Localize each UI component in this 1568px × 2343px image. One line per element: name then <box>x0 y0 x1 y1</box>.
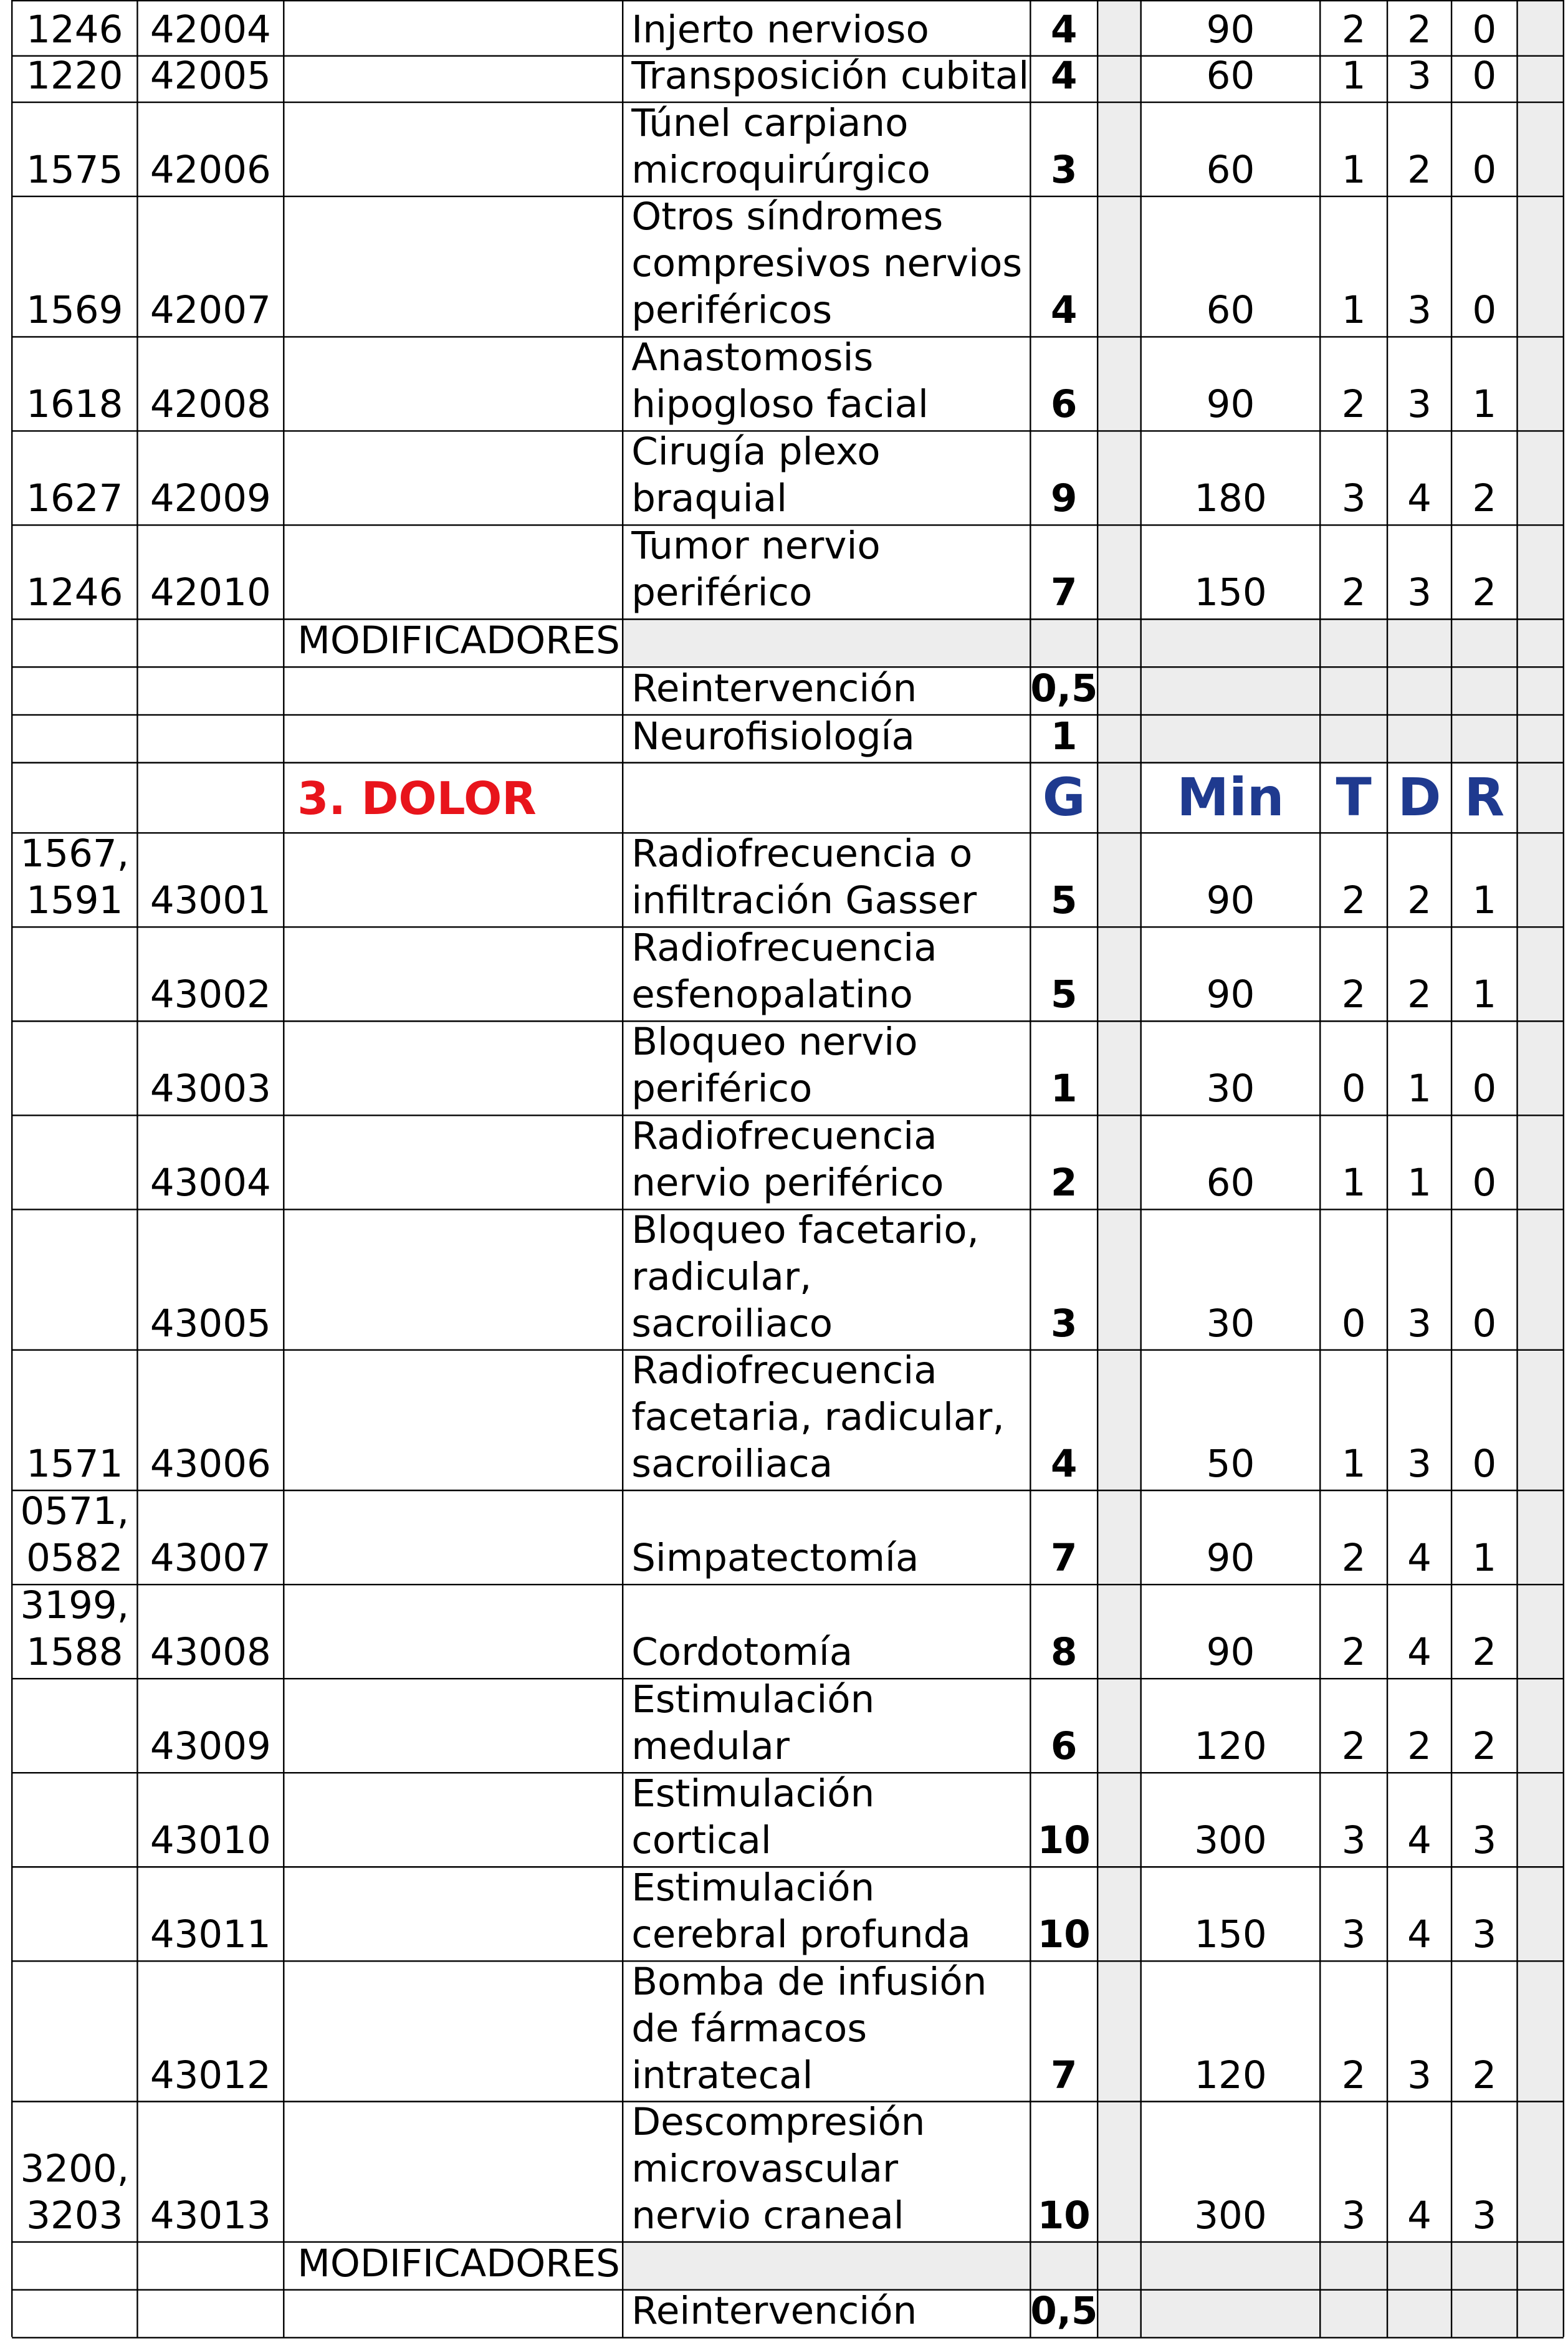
min-value: 180 <box>1194 476 1267 521</box>
d-value: 1 <box>1407 1066 1432 1111</box>
modifier-g-value: 0,5 <box>1030 666 1098 711</box>
procedure-description: Radiofrecuencia facetaria, radicular, sacroiliaca <box>631 1348 1005 1487</box>
procedure-code: 43007 <box>150 1536 271 1581</box>
procedure-description: Estimulación cortical <box>631 1771 875 1863</box>
d-value: 2 <box>1407 148 1432 193</box>
procedure-description: Transposición cubital <box>631 54 1030 98</box>
ref-code: 1220 <box>26 54 123 98</box>
d-value: 3 <box>1407 1301 1432 1346</box>
procedure-description: Bloqueo nervio periférico <box>631 1020 918 1111</box>
r-value: 2 <box>1472 570 1497 615</box>
g-value: 1 <box>1051 1066 1078 1111</box>
g-value: 4 <box>1051 54 1078 98</box>
r-value: 0 <box>1472 1161 1497 1205</box>
ref-code: 1569 <box>26 288 123 333</box>
d-value: 2 <box>1407 878 1432 923</box>
shaded-modifier-cells <box>1097 666 1517 714</box>
procedure-description: Injerto nervioso <box>631 7 929 52</box>
t-value: 2 <box>1341 570 1366 615</box>
procedure-description: Bomba de infusión de fármacos intratecal <box>631 1959 987 2097</box>
header-g: G <box>1042 767 1086 828</box>
r-value: 2 <box>1472 1724 1497 1769</box>
procedure-description: Bloqueo facetario, radicular, sacroiliaco <box>631 1207 979 1346</box>
procedure-description: Otros síndromes compresivos nervios periféricos <box>631 194 1023 333</box>
d-value: 4 <box>1407 1630 1432 1675</box>
procedure-code: 43004 <box>150 1161 271 1205</box>
t-value: 3 <box>1341 476 1366 521</box>
procedure-code: 43012 <box>150 2053 271 2097</box>
procedure-description: Radiofrecuencia o infiltración Gasser <box>631 831 977 923</box>
d-value: 3 <box>1407 1442 1432 1487</box>
d-value: 2 <box>1407 972 1432 1017</box>
d-value: 3 <box>1407 54 1432 98</box>
procedure-description: Anastomosis hipogloso facial <box>631 335 929 427</box>
r-value: 1 <box>1472 972 1497 1017</box>
min-value: 150 <box>1194 1912 1267 1957</box>
t-value: 0 <box>1341 1066 1366 1111</box>
shaded-right-column <box>1518 0 1564 2337</box>
ref-code: 3200, 3203 <box>20 2146 130 2238</box>
g-value: 5 <box>1051 878 1078 923</box>
procedure-code: 43011 <box>150 1912 271 1957</box>
procedure-code: 43002 <box>150 972 271 1017</box>
procedure-description: Túnel carpiano microquirúrgico <box>631 101 930 193</box>
procedure-description: Simpatectomía <box>631 1536 919 1581</box>
modifiers-header: MODIFICADORES <box>297 618 620 663</box>
ref-code: 1567, 1591 <box>20 831 130 923</box>
r-value: 2 <box>1472 2053 1497 2097</box>
t-value: 2 <box>1341 7 1366 52</box>
r-value: 0 <box>1472 148 1497 193</box>
g-value: 8 <box>1051 1630 1078 1675</box>
min-value: 90 <box>1206 382 1255 427</box>
d-value: 4 <box>1407 1912 1432 1957</box>
procedure-description: Radiofrecuencia esfenopalatino <box>631 926 937 1017</box>
d-value: 4 <box>1407 1536 1432 1581</box>
procedure-description: Estimulación medular <box>631 1677 875 1769</box>
g-value: 9 <box>1051 476 1078 521</box>
min-value: 150 <box>1194 570 1267 615</box>
shaded-modifier-cells <box>1097 2289 1517 2337</box>
shaded-modifier-cells <box>623 2241 1517 2289</box>
g-value: 5 <box>1051 972 1078 1017</box>
procedure-description: Radiofrecuencia nervio periférico <box>631 1114 944 1205</box>
procedure-code: 42007 <box>150 288 271 333</box>
procedure-description: Cirugía plexo braquial <box>631 429 881 521</box>
ref-code: 1618 <box>26 382 123 427</box>
procedure-code: 43001 <box>150 878 271 923</box>
t-value: 2 <box>1341 972 1366 1017</box>
d-value: 2 <box>1407 1724 1432 1769</box>
t-value: 1 <box>1341 54 1366 98</box>
t-value: 2 <box>1341 382 1366 427</box>
t-value: 1 <box>1341 1161 1366 1205</box>
r-value: 3 <box>1472 1912 1497 1957</box>
procedure-code: 43003 <box>150 1066 271 1111</box>
d-value: 3 <box>1407 2053 1432 2097</box>
min-value: 90 <box>1206 7 1255 52</box>
t-value: 1 <box>1341 148 1366 193</box>
min-value: 60 <box>1206 1161 1255 1205</box>
g-value: 6 <box>1051 1724 1078 1769</box>
r-value: 3 <box>1472 1818 1497 1863</box>
g-value: 2 <box>1051 1161 1078 1205</box>
r-value: 0 <box>1472 1066 1497 1111</box>
modifier-g-value: 0,5 <box>1030 2289 1098 2334</box>
g-value: 4 <box>1051 1442 1078 1487</box>
r-value: 1 <box>1472 1536 1497 1581</box>
header-r: R <box>1464 767 1505 828</box>
ref-code: 1246 <box>26 570 123 615</box>
procedure-code: 42008 <box>150 382 271 427</box>
procedure-code: 42004 <box>150 7 271 52</box>
procedure-description: Cordotomía <box>631 1630 853 1675</box>
min-value: 60 <box>1206 288 1255 333</box>
ref-code: 1571 <box>26 1442 123 1487</box>
procedure-code: 43008 <box>150 1630 271 1675</box>
min-value: 120 <box>1194 1724 1267 1769</box>
d-value: 3 <box>1407 288 1432 333</box>
g-value: 4 <box>1051 288 1078 333</box>
t-value: 2 <box>1341 2053 1366 2097</box>
procedure-code: 43005 <box>150 1301 271 1346</box>
ref-code: 3199, 1588 <box>20 1583 130 1675</box>
g-value: 7 <box>1051 1536 1078 1581</box>
r-value: 1 <box>1472 382 1497 427</box>
modifiers-header: MODIFICADORES <box>297 2241 620 2286</box>
min-value: 90 <box>1206 972 1255 1017</box>
g-value: 10 <box>1037 1818 1091 1863</box>
d-value: 2 <box>1407 7 1432 52</box>
g-value: 3 <box>1051 148 1078 193</box>
t-value: 2 <box>1341 1536 1366 1581</box>
min-value: 60 <box>1206 54 1255 98</box>
t-value: 3 <box>1341 1818 1366 1863</box>
procedure-code: 43013 <box>150 2193 271 2238</box>
procedure-description: Estimulación cerebral profunda <box>631 1866 971 1957</box>
d-value: 1 <box>1407 1161 1432 1205</box>
modifier-description: Neurofisiología <box>631 714 915 759</box>
header-t: T <box>1336 767 1372 828</box>
g-value: 4 <box>1051 7 1078 52</box>
procedure-description: Descompresión microvascular nervio craneal <box>631 2099 925 2238</box>
min-value: 90 <box>1206 878 1255 923</box>
r-value: 0 <box>1472 1442 1497 1487</box>
r-value: 0 <box>1472 54 1497 98</box>
g-value: 7 <box>1051 2053 1078 2097</box>
r-value: 0 <box>1472 1301 1497 1346</box>
ref-code: 1246 <box>26 7 123 52</box>
min-value: 120 <box>1194 2053 1267 2097</box>
modifier-g-value: 1 <box>1051 714 1078 759</box>
min-value: 300 <box>1194 1818 1267 1863</box>
section-title: 3. DOLOR <box>297 772 537 825</box>
d-value: 3 <box>1407 382 1432 427</box>
procedure-code: 43006 <box>150 1442 271 1487</box>
t-value: 2 <box>1341 1724 1366 1769</box>
r-value: 1 <box>1472 878 1497 923</box>
d-value: 3 <box>1407 570 1432 615</box>
g-value: 6 <box>1051 382 1078 427</box>
t-value: 3 <box>1341 1912 1366 1957</box>
min-value: 90 <box>1206 1630 1255 1675</box>
g-value: 10 <box>1037 2193 1091 2238</box>
r-value: 2 <box>1472 476 1497 521</box>
d-value: 4 <box>1407 476 1432 521</box>
header-min: Min <box>1177 767 1284 828</box>
t-value: 2 <box>1341 1630 1366 1675</box>
t-value: 1 <box>1341 288 1366 333</box>
r-value: 0 <box>1472 288 1497 333</box>
shaded-spacer-column <box>1097 0 1140 2337</box>
procedure-code: 42005 <box>150 54 271 98</box>
g-value: 3 <box>1051 1301 1078 1346</box>
modifier-description: Reintervención <box>631 666 917 711</box>
min-value: 30 <box>1206 1301 1255 1346</box>
procedure-code: 43009 <box>150 1724 271 1769</box>
shaded-modifier-cells <box>623 618 1517 666</box>
t-value: 2 <box>1341 878 1366 923</box>
min-value: 300 <box>1194 2193 1267 2238</box>
g-value: 10 <box>1037 1912 1091 1957</box>
t-value: 0 <box>1341 1301 1366 1346</box>
header-d: D <box>1397 767 1441 828</box>
min-value: 30 <box>1206 1066 1255 1111</box>
procedure-code: 43010 <box>150 1818 271 1863</box>
shaded-modifier-cells <box>1097 714 1517 762</box>
procedure-code: 42009 <box>150 476 271 521</box>
ref-code: 1627 <box>26 476 123 521</box>
r-value: 2 <box>1472 1630 1497 1675</box>
procedure-code: 42010 <box>150 570 271 615</box>
min-value: 60 <box>1206 148 1255 193</box>
procedure-code: 42006 <box>150 148 271 193</box>
r-value: 0 <box>1472 7 1497 52</box>
t-value: 1 <box>1341 1442 1366 1487</box>
d-value: 4 <box>1407 1818 1432 1863</box>
d-value: 4 <box>1407 2193 1432 2238</box>
ref-code: 0571, 0582 <box>20 1489 130 1581</box>
t-value: 3 <box>1341 2193 1366 2238</box>
modifier-description: Reintervención <box>631 2289 917 2334</box>
min-value: 90 <box>1206 1536 1255 1581</box>
procedure-description: Tumor nervio periférico <box>631 524 881 615</box>
g-value: 7 <box>1051 570 1078 615</box>
min-value: 50 <box>1206 1442 1255 1487</box>
r-value: 3 <box>1472 2193 1497 2238</box>
ref-code: 1575 <box>26 148 123 193</box>
